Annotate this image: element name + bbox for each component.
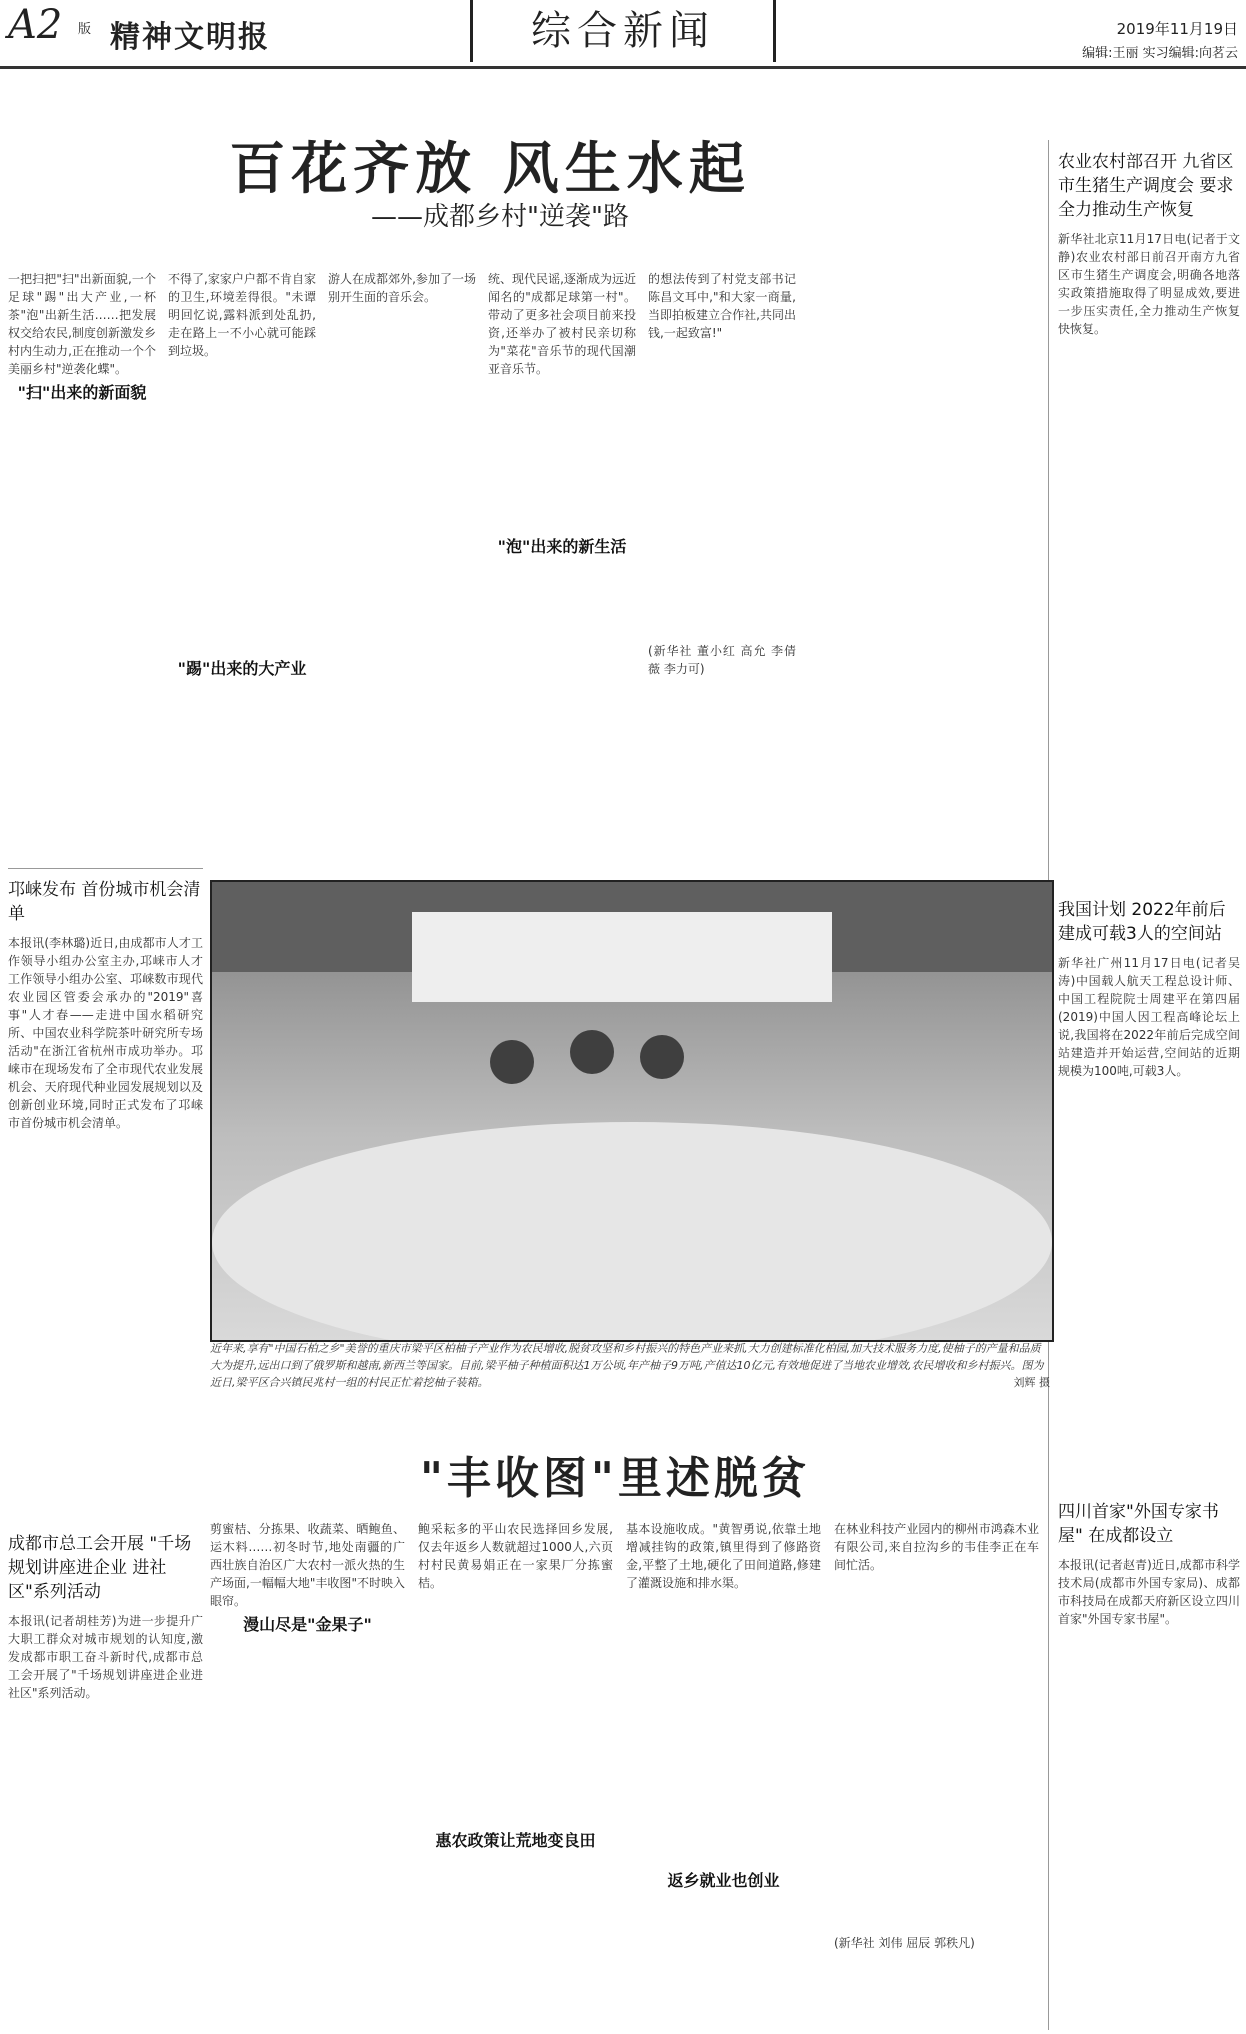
main-story-col3 [328, 270, 476, 306]
section-divider [8, 868, 203, 869]
photo-illustration [212, 882, 1052, 1340]
page-suffix: 版 [78, 22, 92, 37]
story2-col2 [418, 1520, 613, 1856]
story-body: 新华社北京11月17日电(记者于文静)农业农村部日前召开南方九省区市生猪生产调度会,明确各地落实政策措施取得了明显成效,要进一步压实责任,全力推动生产恢复快恢复。 [1058, 232, 1240, 336]
story2-col3 [626, 1520, 821, 1896]
issue-date: 2019年11月19日 [1116, 20, 1238, 38]
story-body: 本报讯(记者赵青)近日,成都市科学技术局(成都市外国专家局)、成都市科技局在成都天府新区设立四川首家"外国专家书屋"。 [1058, 1558, 1240, 1626]
body-text: 剪蜜桔、分拣果、收蔬菜、晒鲍鱼、运木料……初冬时节,地处南疆的广西壮族自治区广大农村一派火热的生产场面,一幅幅大地"丰收图"不时映入眼帘。 [210, 1522, 405, 1608]
subheading: 漫山尽是"金果子" [243, 1615, 372, 1634]
masthead-rule [0, 66, 1246, 69]
main-subhead: ——成都乡村"逆袭"路 [371, 202, 629, 232]
story-body: 本报讯(李林璐)近日,由成都市人才工作领导小组办公室主办,邛崃市人才工作领导小组办公室、邛崃数市现代农业园区管委会承办的"2019"喜事"人才春——走进中国水稻研究所、中国农业科学院茶叶研究所专场活动"在浙江省杭州市成功举办。邛崃市在现场发布了全市现代农业发展机会、天府现代种业园发展规划以及创新创业环境,同时正式发布了邛崃市首份城市机会清单。 [8, 936, 203, 1130]
story-headline: 成都市总工会开展 "千场规划讲座进企业 进社区"系列活动 [8, 1534, 192, 1602]
news-photo [210, 880, 1054, 1342]
subheading: 惠农政策让荒地变良田 [435, 1831, 596, 1850]
main-headline: 百花齐放 风生水起 [229, 137, 751, 202]
body-text: 游人在成都郊外,参加了一场别开生面的音乐会。 [328, 272, 476, 304]
subheading: "扫"出来的新面貌 [17, 383, 147, 402]
body-text: 基本设施收成。"黄智勇说,依靠土地增减挂钩的政策,镇里得到了修路资金,平整了土地,硬化了田间道路,修建了灌溉设施和排水渠。 [626, 1522, 821, 1590]
editor-credits: 编辑:王丽 实习编辑:向茗云 [1082, 46, 1238, 61]
left-column [8, 878, 203, 1702]
story-headline: 四川首家"外国专家书屋" 在成都设立 [1058, 1502, 1219, 1546]
page-number: A2 [8, 2, 63, 48]
byline: (新华社 董小红 高允 李倩薇 李力可) [648, 644, 796, 676]
body-text: 的想法传到了村党支部书记陈昌文耳中,"和大家一商量,当即拍板建立合作社,共同出钱,一起致富!" [648, 272, 796, 340]
body-text: 一把扫把"扫"出新面貌,一个足球"踢"出大产业,一杯茶"泡"出新生活……把发展权交给农民,制度创新激发乡村内生动力,正在推动一个个美丽乡村"逆袭化蝶"。 [8, 272, 156, 376]
subheading: 返乡就业也创业 [667, 1871, 780, 1890]
story2-col1 [210, 1520, 405, 1640]
story-headline: 邛崃发布 首份城市机会清单 [8, 880, 201, 924]
photo-caption: 近年来,享有"中国石柏之乡"美誉的重庆市梁平区柏柚子产业作为农民增收,脱贫攻坚和乡村振兴的特色产业来抓,大力创建标准化柏园,加大技术服务力度,使柚子的产量和品质大为提升,远出口到了俄罗斯和越南,新西兰等国家。目前,梁平柚子种植面积达1万公顷,年产柚子9万吨,产值达10亿元,有效地促进了当地农业增效,农民增收和乡村振兴。图为近日,梁平区合兴镇民兆村一组的村民正忙着挖柚子装箱。 刘辉 摄 [210, 1342, 1050, 1389]
main-story-col5 [648, 270, 796, 678]
byline: (新华社 刘伟 屈辰 郭秩凡) [834, 1936, 975, 1950]
paper-name: 精神文明报 [110, 20, 270, 55]
body-text: 统、现代民谣,逐渐成为远近闻名的"成都足球第一村"。带动了更多社会项目前来投资,还举办了被村民亲切称为"菜花"音乐节的现代国潮亚音乐节。 [488, 272, 636, 376]
story-body: 新华社广州11月17日电(记者吴涛)中国载人航天工程总设计师、中国工程院院士周建平在第四届(2019)中国人因工程高峰论坛上说,我国将在2022年前后完成空间站建造并开始运营,空间站的近期规模为100吨,可载3人。 [1058, 956, 1240, 1078]
story-headline: 我国计划 2022年前后 建成可载3人的空间站 [1058, 900, 1226, 944]
story2-col4 [834, 1520, 1039, 1952]
main-story-col2 [168, 270, 316, 684]
photo-credit: 刘辉 摄 [1013, 1376, 1050, 1389]
body-text: 不得了,家家户户都不肯自家的卫生,环境差得很。"未谭明回忆说,露料派到处乱扔,走在路上一不小心就可能踩到垃圾。 [168, 272, 316, 358]
subheading: "踢"出来的大产业 [177, 659, 307, 678]
main-story-col4 [488, 270, 636, 562]
main-story-col1 [8, 270, 156, 408]
body-text: 鲍采耘多的平山农民选择回乡发展,仅去年返乡人数就超过1000人,六页村村民黄易娟正在一家果厂分拣蜜桔。 [418, 1522, 613, 1590]
body-text: 在林业科技产业园内的柳州市鸿森木业有限公司,来自拉沟乡的韦佳李正在车间忙活。 [834, 1522, 1039, 1572]
right-column [1058, 150, 1240, 1628]
subheading: "泡"出来的新生活 [497, 537, 627, 556]
section-title: 综合新闻 [470, 0, 776, 62]
story-body: 本报讯(记者胡桂芳)为进一步提升广大职工群众对城市规划的认知度,激发成都市职工奋斗新时代,成都市总工会开展了"千场规划讲座进企业进社区"系列活动。 [8, 1614, 203, 1700]
story-headline: "丰收图"里述脱贫 [420, 1453, 810, 1504]
story-headline: 农业农村部召开 九省区市生猪生产调度会 要求全力推动生产恢复 [1058, 152, 1234, 220]
